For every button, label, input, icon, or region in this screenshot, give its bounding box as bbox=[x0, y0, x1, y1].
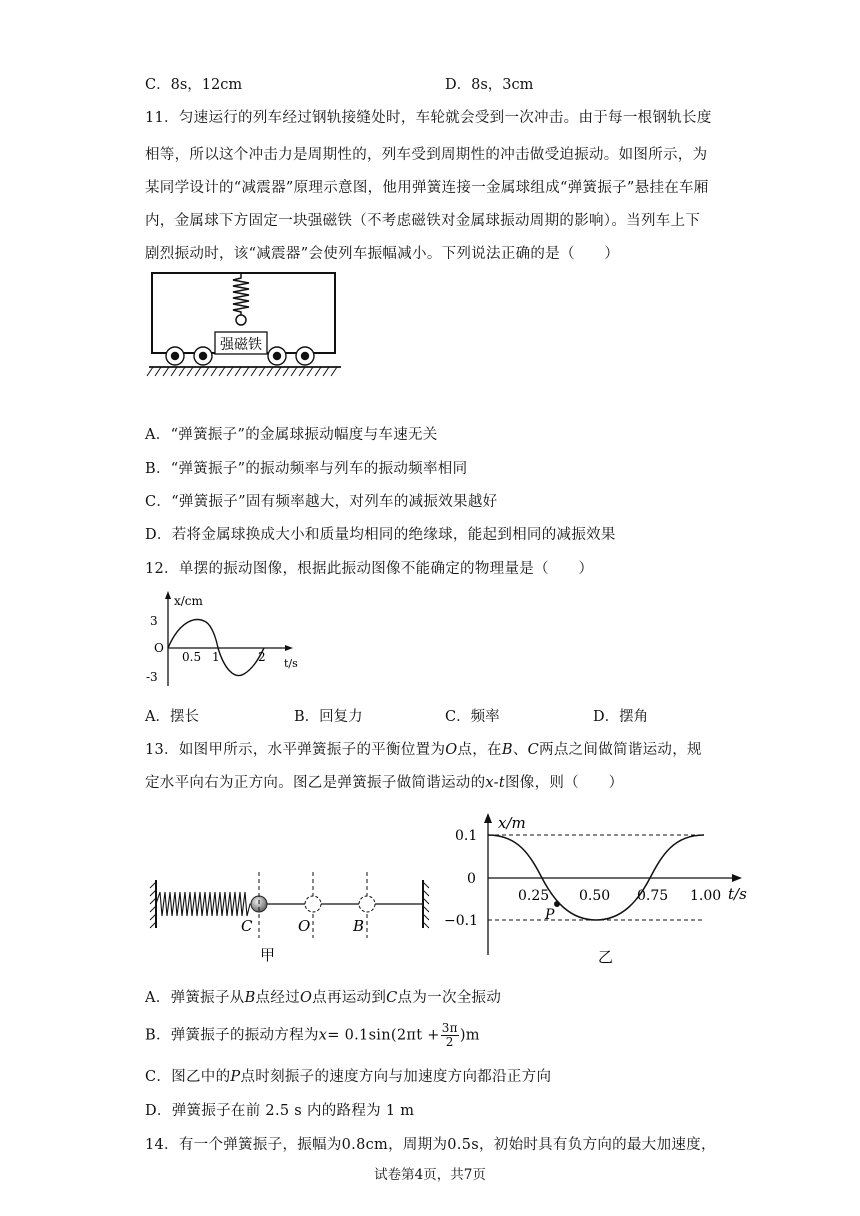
label-b: B bbox=[353, 917, 365, 935]
caption-jia: 甲 bbox=[260, 946, 276, 964]
q12-x-tick-05: 0.5 bbox=[182, 650, 202, 664]
q13-option-b: B．弹簧振子的振动方程为x= 0.1sin(2πt + $\frac{3\pi}{2}$ )m bbox=[145, 1021, 480, 1049]
caption-yi: 乙 bbox=[598, 948, 614, 966]
frac-3pi-over-2: $\frac{3\pi}{2}$ bbox=[441, 1021, 458, 1049]
page-footer: 试卷第4页，共7页 bbox=[374, 1167, 486, 1183]
q11-stem-line-5: 剧烈振动时，该“减震器”会使列车振幅减小。下列说法正确的是（ ） bbox=[145, 246, 620, 262]
point-p bbox=[554, 901, 560, 907]
q11-option-c: C．“弹簧振子”固有频率越大，对列车的减振效果越好 bbox=[145, 494, 498, 510]
q11-option-d: D．若将金属球换成大小和质量均相同的绝缘球，能起到相同的减振效果 bbox=[145, 527, 616, 543]
q11-option-b: B．“弹簧振子”的振动频率与列车的振动频率相同 bbox=[145, 461, 468, 477]
magnet-label: 强磁铁 bbox=[220, 337, 262, 353]
q13-figure-yi bbox=[440, 805, 760, 970]
q10-option-d: D．8s，3cm bbox=[445, 77, 534, 93]
q12-stem: 12．单摆的振动图像，根据此振动图像不能确定的物理量是（ ） bbox=[145, 561, 594, 577]
point-p-label: P bbox=[545, 907, 555, 923]
yi-y-tick-neg01: −0.1 bbox=[444, 913, 478, 929]
yi-y-tick-01: 0.1 bbox=[455, 828, 478, 844]
q12-option-d: D．摆角 bbox=[593, 709, 649, 725]
q13-option-a: A．弹簧振子从B点经过O点再运动到C点为一次全振动 bbox=[145, 990, 502, 1006]
q11-stem-line-4: 内，金属球下方固定一块强磁铁（不考虑磁铁对金属球振动周期的影响）。当列车上下 bbox=[145, 213, 701, 229]
q14-stem: 14．有一个弹簧振子，振幅为0.8cm，周期为0.5s，初始时具有负方向的最大加速度， bbox=[145, 1137, 716, 1153]
q13-option-c: C．图乙中的P点时刻振子的速度方向与加速度方向都沿正方向 bbox=[145, 1069, 552, 1085]
q12-y-label: x/cm bbox=[174, 594, 203, 608]
q13-figure-jia bbox=[148, 860, 438, 970]
q12-option-c: C．频率 bbox=[445, 709, 500, 725]
q12-x-tick-2: 2 bbox=[258, 650, 266, 664]
q12-x-label: t/s bbox=[284, 657, 298, 670]
q11-stem-line-3: 某同学设计的“减震器”原理示意图，他用弹簧连接一金属球组成“弹簧振子”悬挂在车厢 bbox=[145, 180, 709, 196]
yi-x-label: t/s bbox=[728, 885, 747, 903]
yi-y-label: x/m bbox=[498, 814, 526, 832]
yi-y-tick-0: 0 bbox=[467, 871, 476, 887]
label-o: O bbox=[298, 917, 311, 935]
q11-option-a: A．“弹簧振子”的金属球振动幅度与车速无关 bbox=[145, 427, 438, 443]
q12-option-a: A．摆长 bbox=[145, 709, 199, 725]
q12-pendulum-graph bbox=[140, 588, 310, 688]
q13-stem-line-1: 13．如图甲所示，水平弹簧振子的平衡位置为O点，在B、C两点之间做简谐运动，规 bbox=[145, 742, 702, 758]
yi-x-tick-025: 0.25 bbox=[518, 888, 550, 904]
q12-origin: O bbox=[154, 641, 164, 655]
yi-x-tick-050: 0.50 bbox=[579, 888, 611, 904]
q13-stem-line-2: 定水平向右为正方向。图乙是弹簧振子做简谐运动的x-t图像，则（ ） bbox=[145, 775, 624, 791]
label-c: C bbox=[241, 917, 253, 935]
yi-x-tick-075: 0.75 bbox=[637, 888, 669, 904]
q11-stem-line-1: 11．匀速运行的列车经过钢轨接缝处时，车轮就会受到一次冲击。由于每一根钢轨长度 bbox=[145, 110, 712, 126]
q12-option-b: B．回复力 bbox=[294, 709, 363, 725]
q12-x-tick-1: 1 bbox=[212, 650, 220, 664]
q12-y-tick-neg3: -3 bbox=[146, 670, 158, 684]
q13-option-d: D．弹簧振子在前 2.5 s 内的路程为 1 m bbox=[145, 1103, 415, 1119]
q10-option-c: C．8s，12cm bbox=[145, 77, 243, 93]
q12-y-tick-3: 3 bbox=[150, 614, 158, 628]
train-damper-figure bbox=[145, 270, 345, 382]
q11-stem-line-2: 相等，所以这个冲击力是周期性的，列车受到周期性的冲击做受迫振动。如图所示，为 bbox=[145, 147, 708, 163]
yi-x-tick-100: 1.00 bbox=[690, 888, 722, 904]
